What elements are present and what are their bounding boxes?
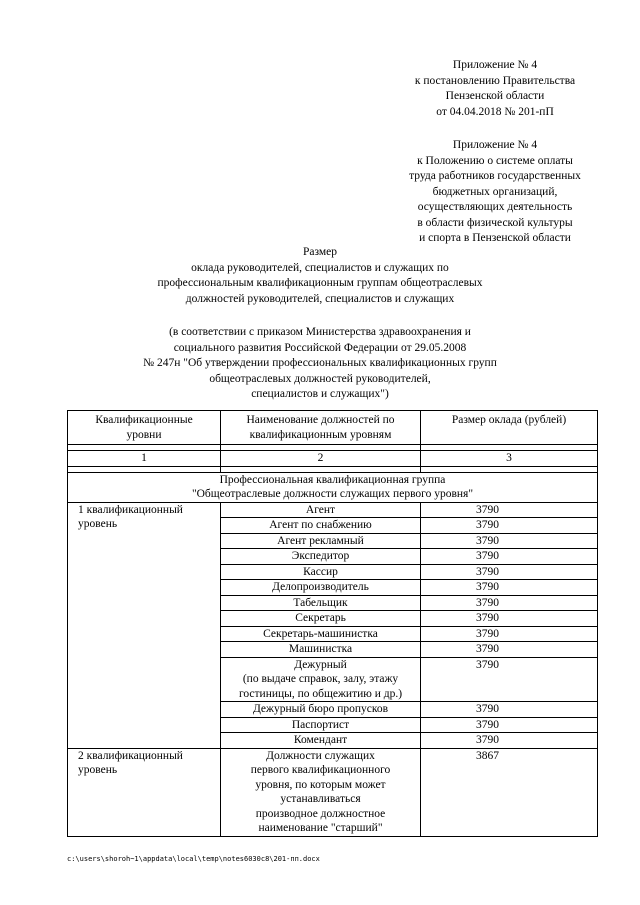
group-title-row — [68, 472, 598, 502]
salary-value: 3790 — [421, 549, 598, 565]
table-row — [68, 502, 598, 518]
salary-value: 3790 — [421, 611, 598, 627]
salary-value: 3790 — [421, 733, 598, 749]
salary-value: 3790 — [421, 533, 598, 549]
header-levels: Квалификационные уровни — [68, 411, 221, 445]
position-name: Делопроизводитель — [221, 580, 421, 596]
position-name: Агент — [221, 502, 421, 518]
header-positions: Наименование должностей по квалификационным уровням — [221, 411, 421, 445]
document-title: Размер оклада руководителей, специалистов и служащих по профессиональным квалификационным группам общеотраслевых должностей руководителей, специалистов и служащих — [157, 246, 483, 305]
position-name: Дежурный бюро пропусков — [221, 702, 421, 718]
position-name: Дежурный (по выдаче справок, залу, этажу гостиницы, по общежитию и др.) — [221, 657, 421, 702]
salary-value: 3790 — [421, 518, 598, 534]
salary-value: 3790 — [421, 580, 598, 596]
column-number: 1 — [68, 451, 221, 467]
position-name: Экспедитор — [221, 549, 421, 565]
header-salary: Размер оклада (рублей) — [421, 411, 598, 445]
salary-table-body — [68, 411, 598, 837]
appendix-header-resolution: Приложение № 4 к постановлению Правительства Пензенской области от 04.04.2018 № 201-пП — [414, 59, 576, 118]
position-name: Кассир — [221, 564, 421, 580]
level-1-label: 1 квалификационный уровень — [68, 502, 221, 748]
salary-value: 3790 — [421, 642, 598, 658]
position-name: Должности служащих первого квалификационного уровня, по которым может устанавливаться производное должностное наименование "старший" — [221, 748, 421, 836]
salary-value: 3790 — [421, 657, 598, 702]
salary-value: 3790 — [421, 564, 598, 580]
position-name: Табельщик — [221, 595, 421, 611]
position-name: Агент по снабжению — [221, 518, 421, 534]
group-title: Профессиональная квалификационная группа "Общеотраслевые должности служащих первого уровня" — [68, 472, 598, 502]
salary-value: 3790 — [421, 626, 598, 642]
file-path-footer: c:\users\shoroh~1\appdata\local\temp\notes6030c8\201-пп.docx — [67, 855, 320, 863]
salary-value: 3790 — [421, 702, 598, 718]
position-name: Секретарь-машинистка — [221, 626, 421, 642]
position-name: Паспортист — [221, 717, 421, 733]
salary-value: 3790 — [421, 717, 598, 733]
position-name: Агент рекламный — [221, 533, 421, 549]
position-name: Комендант — [221, 733, 421, 749]
table-header-row — [68, 411, 598, 445]
column-number: 2 — [221, 451, 421, 467]
position-name: Машинистка — [221, 642, 421, 658]
position-name: Секретарь — [221, 611, 421, 627]
salary-table — [67, 410, 598, 837]
salary-value: 3790 — [421, 502, 598, 518]
column-number: 3 — [421, 451, 598, 467]
level-2-label: 2 квалификационный уровень — [68, 748, 221, 836]
column-number-row — [68, 451, 598, 467]
salary-value: 3867 — [421, 748, 598, 836]
appendix-header-regulation: Приложение № 4 к Положению о системе оплаты труда работников государственных бюджетных организаций, осуществляющих деятельность в области физической культуры и спорта в Пензенской области — [409, 139, 581, 244]
table-row — [68, 748, 598, 836]
legal-basis-note: (в соответствии с приказом Министерства здравоохранения и социального развития Российской Федерации от 29.05.2008 № 247н "Об утверждении профессиональных квалификационных групп общеотраслевых должностей руководителей, специалистов и служащих") — [143, 326, 497, 400]
salary-value: 3790 — [421, 595, 598, 611]
